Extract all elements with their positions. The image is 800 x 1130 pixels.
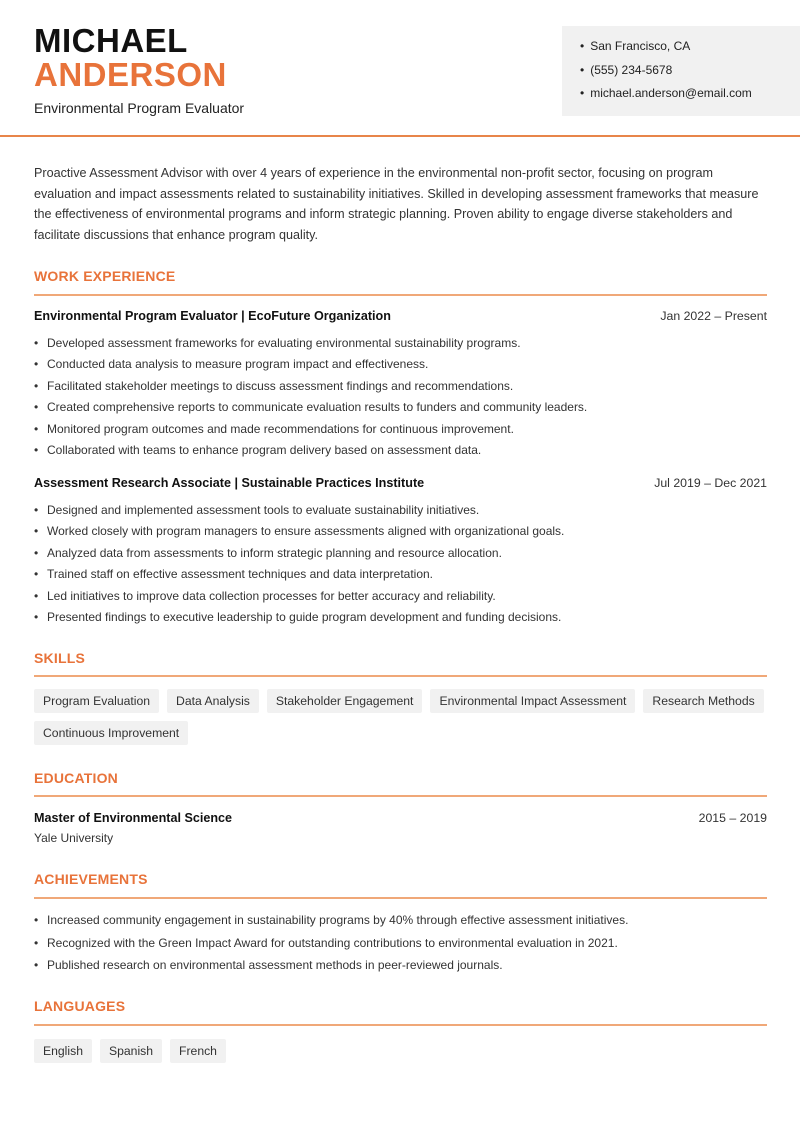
skill-tag: Environmental Impact Assessment <box>430 689 635 713</box>
job-bullets <box>34 502 767 630</box>
contact-box <box>562 26 800 116</box>
list-item: • Published research on environmental assessment methods in peer-reviewed journals. <box>34 957 767 980</box>
list-item: • Collaborated with teams to enhance program delivery based on assessment data. <box>34 442 767 463</box>
list-item: • Designed and implemented assessment tools to evaluate sustainability initiatives. <box>34 502 767 523</box>
section-title-work: WORK EXPERIENCE <box>34 268 176 284</box>
section-divider <box>34 1024 767 1026</box>
section-title-achievements: ACHIEVEMENTS <box>34 871 148 887</box>
job-role: Assessment Research Associate | Sustainable Practices Institute <box>34 476 425 490</box>
skill-tag: Program Evaluation <box>34 689 159 713</box>
section-divider <box>34 294 767 296</box>
list-item: • Analyzed data from assessments to inform strategic planning and resource allocation. <box>34 545 767 566</box>
list-item: • Presented findings to executive leadership to guide program development and funding decisions. <box>34 609 767 630</box>
skill-tag: Data Analysis <box>167 689 259 713</box>
contact-phone: • (555) 234-5678 <box>580 62 800 86</box>
job-header <box>34 476 767 494</box>
list-item: • Recognized with the Green Impact Award for outstanding contributions to environmental evaluation in 2021. <box>34 935 767 958</box>
language-tags <box>34 1039 774 1063</box>
job-dates: Jan 2022 – Present <box>660 309 767 323</box>
job-dates: Jul 2019 – Dec 2021 <box>654 476 767 490</box>
section-title-languages: LANGUAGES <box>34 998 126 1014</box>
education-degree: Master of Environmental Science <box>34 811 233 825</box>
job-bullets <box>34 335 767 463</box>
language-tag: English <box>34 1039 92 1063</box>
language-tag: French <box>170 1039 226 1063</box>
job-role: Environmental Program Evaluator | EcoFuture Organization <box>34 309 391 323</box>
list-item: • Monitored program outcomes and made recommendations for continuous improvement. <box>34 421 767 442</box>
skill-tag: Continuous Improvement <box>34 721 188 745</box>
summary-paragraph: Proactive Assessment Advisor with over 4 years of experience in the environmental non-profit sector, focusing on program evaluation and impact assessments related to sustainability initiatives. Skilled in developing assessment frameworks that measure the effectiveness of environmental programs and inform strategic planning. Proven ability to engage diverse stakeholders and facilitate discussions that enhance program quality. <box>34 166 759 243</box>
contact-email[interactable]: • michael.anderson@email.com <box>580 85 800 109</box>
section-divider <box>34 795 767 797</box>
achievement-bullets <box>34 912 767 980</box>
section-title-education: EDUCATION <box>34 770 118 786</box>
list-item: • Developed assessment frameworks for evaluating environmental sustainability programs. <box>34 335 767 356</box>
list-item: • Conducted data analysis to measure program impact and effectiveness. <box>34 356 767 377</box>
list-item: • Facilitated stakeholder meetings to discuss assessment findings and recommendations. <box>34 378 767 399</box>
resume-header <box>0 0 800 137</box>
section-title-skills: SKILLS <box>34 650 85 666</box>
job-header <box>34 309 767 327</box>
list-item: • Led initiatives to improve data collection processes for better accuracy and reliability. <box>34 588 767 609</box>
skill-tag: Research Methods <box>643 689 763 713</box>
language-tag: Spanish <box>100 1039 162 1063</box>
first-name: MICHAEL <box>34 22 188 59</box>
education-dates: 2015 – 2019 <box>698 811 767 825</box>
job-title: Environmental Program Evaluator <box>34 100 245 116</box>
last-name: ANDERSON <box>34 56 227 93</box>
contact-location: • San Francisco, CA <box>580 38 800 62</box>
skill-tag: Stakeholder Engagement <box>267 689 423 713</box>
list-item: • Increased community engagement in sustainability programs by 40% through effective assessment initiatives. <box>34 912 767 935</box>
list-item: • Trained staff on effective assessment techniques and data interpretation. <box>34 566 767 587</box>
list-item: • Worked closely with program managers to ensure assessments aligned with organizational goals. <box>34 523 767 544</box>
section-divider <box>34 897 767 899</box>
education-school: Yale University <box>34 831 114 845</box>
section-divider <box>34 675 767 677</box>
skills-tags <box>34 689 774 745</box>
list-item: • Created comprehensive reports to communicate evaluation results to funders and community leaders. <box>34 399 767 420</box>
